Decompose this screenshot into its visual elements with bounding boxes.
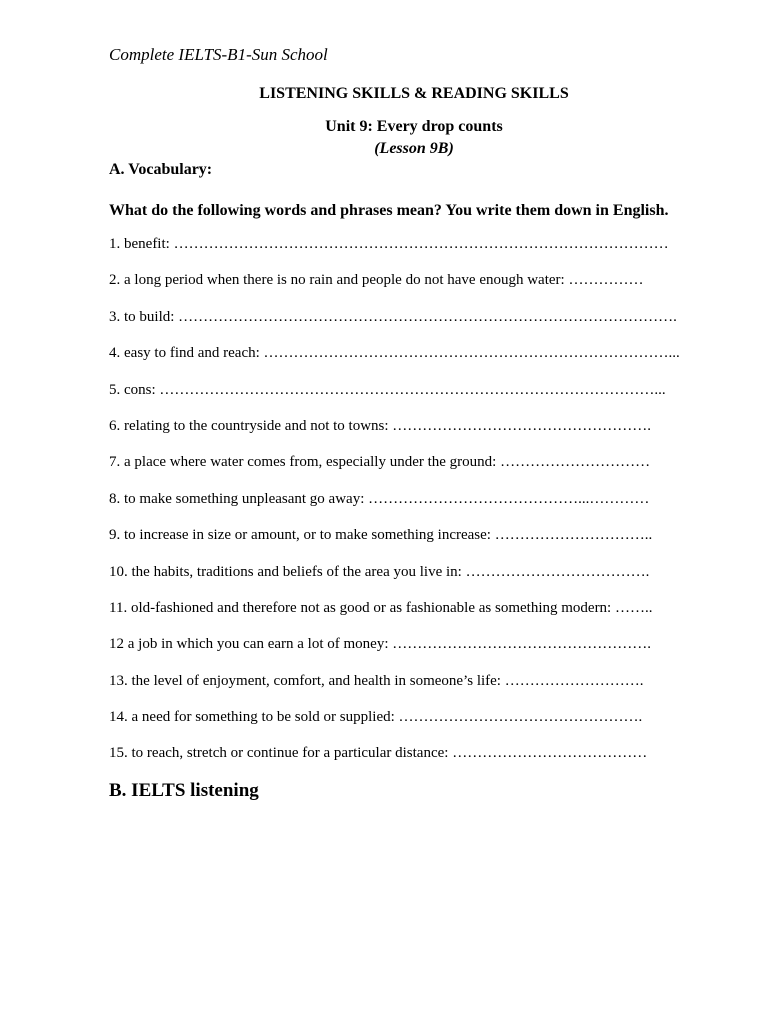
vocabulary-item-1: 1. benefit: ……………………………………………………………………………………… (109, 236, 669, 252)
vocabulary-list (109, 233, 729, 779)
vocabulary-item-7: 7. a place where water comes from, especially under the ground: ………………………… (109, 454, 651, 471)
vocabulary-item-12: 12 a job in which you can earn a lot of money: ……………………………………………. (109, 636, 652, 653)
vocabulary-item-4: 4. easy to find and reach: ………………………………………………………………………... (109, 345, 680, 362)
document-title: LISTENING SKILLS & READING SKILLS (259, 85, 569, 102)
vocabulary-item-10: 10. the habits, traditions and beliefs of the area you live in: ………………………………. (109, 563, 650, 580)
section-a-heading: A. Vocabulary: (109, 161, 213, 178)
lesson-label: (Lesson 9B) (374, 140, 454, 157)
unit-title: Unit 9: Every drop counts (325, 118, 503, 135)
school-header: Complete IELTS-B1-Sun School (109, 45, 328, 64)
vocabulary-item-3: 3. to build: ………………………………………………………………………………………. (109, 308, 677, 325)
vocabulary-item-15: 15. to reach, stretch or continue for a particular distance: ………………………………… (109, 745, 648, 762)
vocabulary-item-14: 14. a need for something to be sold or supplied: …………………………………………. (109, 709, 643, 726)
vocabulary-item-13: 13. the level of enjoyment, comfort, and health in someone’s life: ………………………. (109, 672, 644, 689)
vocabulary-item-2: 2. a long period when there is no rain and people do not have enough water: …………… (109, 272, 644, 289)
vocabulary-item-6: 6. relating to the countryside and not to towns: ……………………………………………. (109, 417, 652, 434)
vocabulary-item-8: 8. to make something unpleasant go away: ……………………………………...………… (109, 490, 650, 507)
vocabulary-instruction: What do the following words and phrases mean? You write them down in English. (109, 202, 669, 219)
section-b-heading: B. IELTS listening (109, 780, 259, 801)
vocabulary-item-9: 9. to increase in size or amount, or to make something increase: ………………………….. (109, 527, 653, 544)
vocabulary-item-11: 11. old-fashioned and therefore not as good or as fashionable as something modern: …….. (109, 599, 653, 616)
vocabulary-item-5: 5. cons: ………………………………………………………………………………………... (109, 381, 666, 398)
